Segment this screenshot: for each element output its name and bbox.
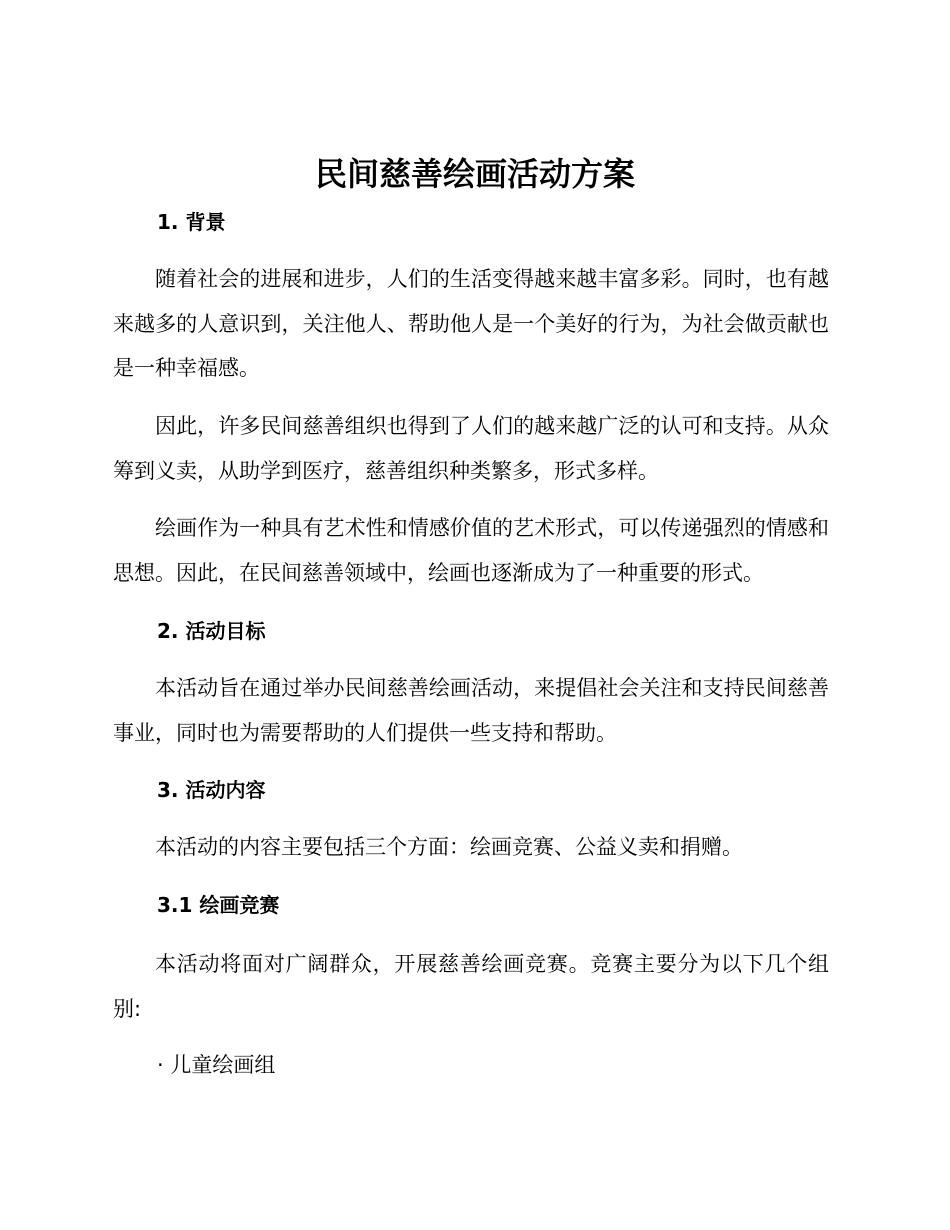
paragraph-content: 本活动的内容主要包括三个方面：绘画竞赛、公益义卖和捐赠。 — [155, 835, 743, 859]
paragraph-contest: 本活动将面对广阔群众，开展慈善绘画竞赛。竞赛主要分为以下几个组别: — [113, 952, 829, 1021]
paragraph-background-3: 绘画作为一种具有艺术性和情感价值的艺术形式，可以传递强烈的情感和思想。因此，在民间慈善领域中，绘画也逐渐成为了一种重要的形式。 — [113, 516, 829, 585]
section-heading-goals: 2. 活动目标 — [157, 619, 266, 643]
paragraph-goals: 本活动旨在通过举办民间慈善绘画活动，来提倡社会关注和支持民间慈善事业，同时也为需要帮助的人们提供一些支持和帮助。 — [113, 676, 829, 745]
bullet-item-children-group: · 儿童绘画组 — [157, 1053, 276, 1077]
section-heading-contest: 3.1 绘画竞赛 — [157, 893, 280, 917]
paragraph-background-1: 随着社会的进展和进步，人们的生活变得越来越丰富多彩。同时，也有越来越多的人意识到，关注他人、帮助他人是一个美好的行为，为社会做贡献也是一种幸福感。 — [113, 267, 829, 380]
section-heading-background: 1. 背景 — [157, 210, 226, 234]
section-heading-content: 3. 活动内容 — [157, 778, 266, 802]
document-title: 民间慈善绘画活动方案 — [314, 155, 635, 193]
paragraph-background-2: 因此，许多民间慈善组织也得到了人们的越来越广泛的认可和支持。从众筹到义卖，从助学到医疗，慈善组织种类繁多，形式多样。 — [113, 414, 829, 483]
